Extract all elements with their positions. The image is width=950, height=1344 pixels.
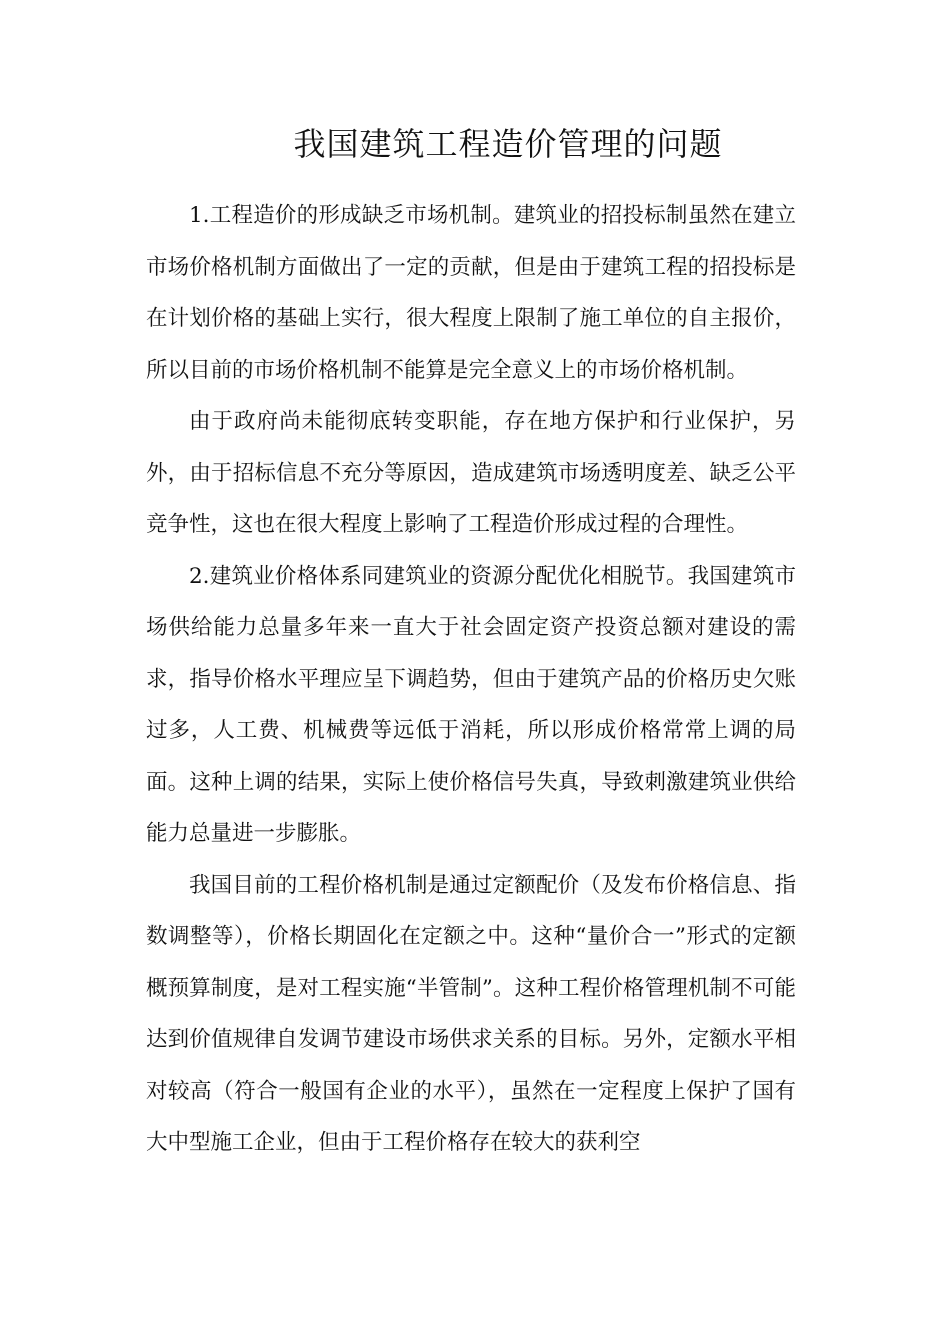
paragraph-1: 1.工程造价的形成缺乏市场机制。建筑业的招投标制虽然在建立市场价格机制方面做出了一定的贡献，但是由于建筑工程的招投标是在计划价格的基础上实行，很大程度上限制了施工单位的自主报价，所以目前的市场价格机制不能算是完全意义上的市场价格机制。 <box>146 203 796 383</box>
paragraph-4: 我国目前的工程价格机制是通过定额配价（及发布价格信息、指数调整等），价格长期固化在定额之中。这种“量价合一”形式的定额概预算制度，是对工程实施“半管制”。这种工程价格管理机制不可能达到价值规律自发调节建设市场供求关系的目标。另外，定额水平相对较高（符合一般国有企业的水平），虽然在一定程度上保护了国有大中型施工企业，但由于工程价格存在较大的获利空 <box>146 872 796 1155</box>
document-title: 我国建筑工程造价管理的问题 <box>293 125 723 163</box>
paragraph-3: 2.建筑业价格体系同建筑业的资源分配优化相脱节。我国建筑市场供给能力总量多年来一直大于社会固定资产投资总额对建设的需求，指导价格水平理应呈下调趋势，但由于建筑产品的价格历史欠账过多，人工费、机械费等远低于消耗，所以形成价格常常上调的局面。这种上调的结果，实际上使价格信号失真，导致刺激建筑业供给能力总量进一步膨胀。 <box>146 563 796 846</box>
document-body <box>146 190 796 1169</box>
paragraph-2: 由于政府尚未能彻底转变职能，存在地方保护和行业保护，另外，由于招标信息不充分等原因，造成建筑市场透明度差、缺乏公平竞争性，这也在很大程度上影响了工程造价形成过程的合理性。 <box>146 409 796 537</box>
